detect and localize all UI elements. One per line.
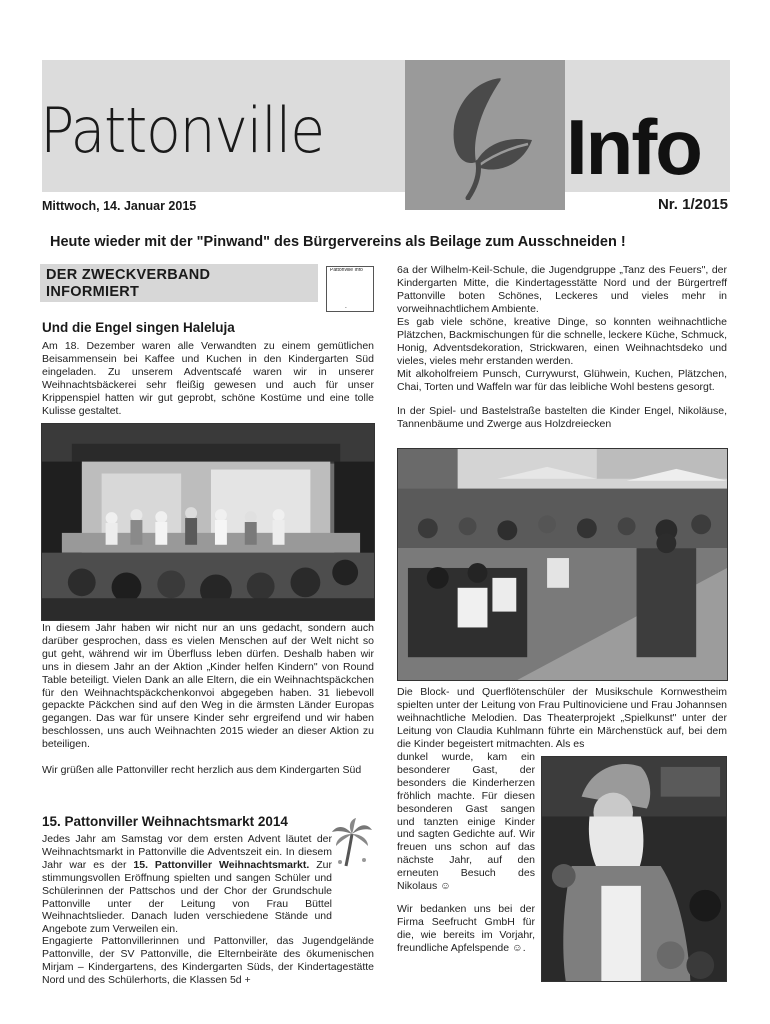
article-title-weihnachtsmarkt: 15. Pattonviller Weihnachtsmarkt 2014 xyxy=(42,814,288,829)
article-engel-closing: Wir grüßen alle Pattonviller recht herzlich aus dem Kindergarten Süd xyxy=(42,764,362,776)
masthead-title: Pattonville xyxy=(40,94,324,167)
thumbnail-title: Pattonville Info xyxy=(330,268,363,273)
right-column-p1: 6a der Wilhelm-Keil-Schule, die Jugendgruppe „Tanz des Feuers", der Kindergarten Mitte, die Kindertagesstätte Nord und der Bürgertreff Pattonville boten Schönes, Leckeres und vieles mehr in vorweihnachtlichem Ambiente. xyxy=(397,264,727,315)
section-title-line2: INFORMIERT xyxy=(46,284,140,300)
photo-nikolaus xyxy=(541,756,727,982)
palm-tree-icon xyxy=(330,818,374,868)
right-column-p2: Es gab viele schöne, kreative Dinge, so konnten weihnachtliche Plätzchen, Backmischungen für die schnelle, leckere Küche, Schmuck, Honig, Adventsdekoration, Strickwaren, einen Weihnachtsdeko und vieles, vieles mehr erstanden werden. xyxy=(397,316,727,367)
issue-number: Nr. 1/2015 xyxy=(657,196,728,213)
article-engel-intro: Am 18. Dezember waren alle Verwandten zu einem gemütlichen Beisammensein bei Kaffee und Kuchen in den Kindergarten Süd eingeladen. Zu unserem Adventscafé waren wir in unserer Weihnachtsbäckerei sehr fleißig gewesen und auch für unser Krippenspiel hatten wir gut geprobt, schöne Kostüme und eine tolle Kulisse gestaltet. xyxy=(42,340,374,417)
right-column-p7: Wir bedanken uns bei der Firma Seefrucht GmbH für die, wie bereits im Vorjahr, freundliche Apfelspende ☺. xyxy=(397,903,535,954)
right-column-p5: Die Block- und Querflötenschüler der Musikschule Kornwestheim spielten unter der Leitung von Frau Pultinoviciene und Frau Johannsen weihnachtliche Melodien. Das Theaterprojekt „Spielkunst" unter der Leitung von Claudia Kuhlmann führte ein Märchenstück auf, bei dem die Kinder begeistert mitmachten. Als es xyxy=(397,686,727,750)
right-column-p4: In der Spiel- und Bastelstraße bastelten die Kinder Engel, Nikoläuse, Tannenbäume und Zwerge aus Holzdreiecken xyxy=(397,405,727,430)
right-column-p3: Mit alkoholfreiem Punsch, Currywurst, Glühwein, Kuchen, Plätzchen, Chai, Torten und Waffeln war für das leibliche Wohl bestens gesorgt. xyxy=(397,368,727,393)
zweckverband-thumbnail xyxy=(326,266,374,312)
photo-weihnachtsmarkt-musicians xyxy=(397,448,728,681)
photo-kindergarten-nativity-play xyxy=(41,423,375,621)
issue-date: Mittwoch, 14. Januar 2015 xyxy=(42,199,197,213)
thumbnail-mark: - xyxy=(345,305,347,311)
article-title-engel: Und die Engel singen Haleluja xyxy=(42,320,235,335)
section-title xyxy=(46,267,276,301)
masthead-info: Info xyxy=(566,103,701,191)
intro-text-b: Zur stimmungsvollen Eröffnung spielten und sangen Schüler und Schülerinnen der Pattschos und der Chor der Grundschule Pattonville unter der Leitung von Frau Büttel Weihnachtslieder. Danach luden verschiedene Stände und Angebote zum Verweilen ein. xyxy=(42,858,333,936)
leaf-logo-icon xyxy=(432,70,542,200)
intro-text-bold: 15. Pattonviller Weihnachtsmarkt. xyxy=(133,858,310,871)
article-weihnachtsmarkt-intro-top xyxy=(42,833,332,936)
page-headline: Heute wieder mit der "Pinwand" des Bürgervereins als Beilage zum Ausschneiden ! xyxy=(50,234,626,250)
article-engel-body: In diesem Jahr haben wir nicht nur an uns gedacht, sondern auch darüber gesprochen, dass es vielen Menschen auf der Welt nicht so gut geht, während wir im Überfluss leben dürfen. Deshalb haben wir uns in diesem Jahr an der Aktion „Kinder helfen Kindern" von Round Table beteiligt. Vielen Dank an alle Eltern, die ein Weihnachtspäckchen für den Weihnachtspäckchenkonvoi abgegeben haben. 31 liebevoll gepackte Päckchen sind auf den Weg in die ärmsten Länder Europas gegangen. Das war für unsere Kinder sehr ergreifend und wir haben beschlossen, uns auch Weihnachten 2015 wieder an dieser Aktion zu beteiligen. xyxy=(42,622,374,751)
intro-text-a: Jedes Jahr am Samstag vor dem ersten Advent läutet der Weihnachtsmarkt in Pattonville die Adventszeit ein. In diesem Jahr war es der xyxy=(42,833,332,871)
right-column-p6: dunkel wurde, kam ein besonderer Gast, der besonders die Kinderherzen fröhlich machte. Für diesen besonderen Gast sangen und tanzten einige Kinder und sagten Gedichte auf. Wir freuen uns schon auf das nächste Jahr, auf den erneuten Besuch des Nikolaus ☺ xyxy=(397,751,535,893)
article-weihnachtsmarkt-list: Engagierte Pattonvillerinnen und Pattonviller, das Jugendgelände Pattonville, der SV Pattonville, die Elternbeiräte des ökumenischen Mirjam – Kindergartens, des Kindergarten Süds, der Kindertagestätte Nord und des Schülerhorts, die Klassen 5d + xyxy=(42,935,374,986)
section-title-line1: DER ZWECKVERBAND xyxy=(46,267,211,283)
